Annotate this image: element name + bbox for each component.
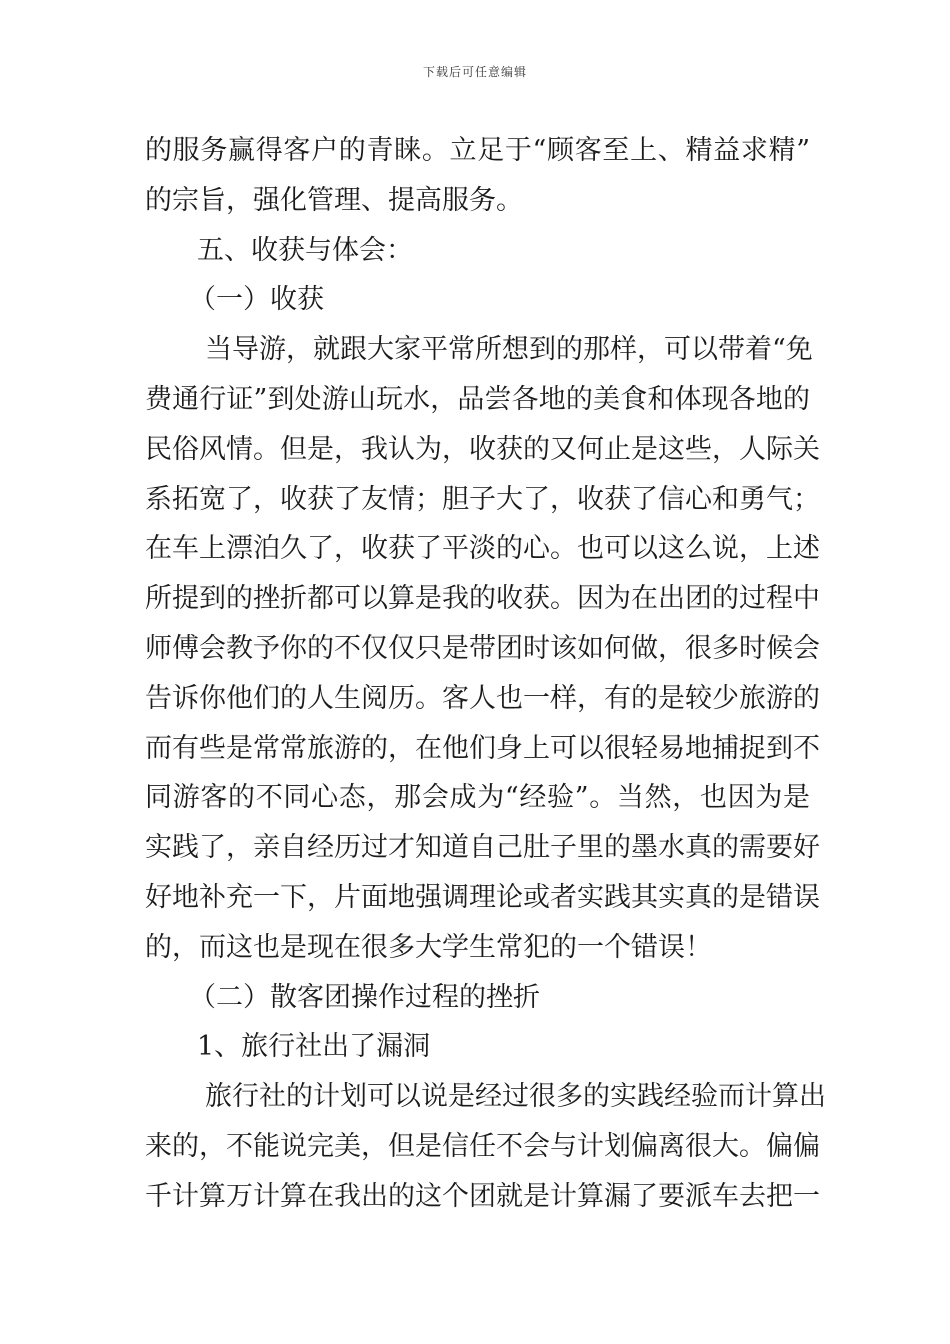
subsection-heading: （二）散客团操作过程的挫折 [189, 981, 540, 1013]
text-line: 同游客的不同心态，那会成为“经验”。当然，也因为是 [145, 782, 810, 814]
text-line: 在车上漂泊久了，收获了平淡的心。也可以这么说，上述 [145, 533, 820, 565]
text-line: 费通行证”到处游山玩水，品尝各地的美食和体现各地的 [145, 383, 810, 415]
text-line: 所提到的挫折都可以算是我的收获。因为在出团的过程中 [145, 583, 820, 615]
text-line: 系拓宽了，收获了友情；胆子大了，收获了信心和勇气； [145, 483, 820, 515]
text-line: 旅行社的计划可以说是经过很多的实践经验而计算出 [205, 1081, 826, 1113]
item-heading: 1、旅行社出了漏洞 [197, 1031, 431, 1063]
subsection-heading: （一）收获 [189, 284, 324, 316]
text-line: 实践了，亲自经历过才知道自己肚子里的墨水真的需要好 [145, 832, 820, 864]
text-line: 民俗风情。但是，我认为，收获的又何止是这些，人际关 [145, 433, 820, 465]
text-line: 的服务赢得客户的青睐。立足于“顾客至上、精益求精” [145, 135, 810, 166]
section-heading: 五、收获与体会： [197, 234, 413, 266]
text-line: 告诉你他们的人生阅历。客人也一样，有的是较少旅游的 [145, 682, 820, 714]
text-line: 当导游，就跟大家平常所想到的那样，可以带着“免 [205, 334, 813, 366]
text-line: 而有些是常常旅游的，在他们身上可以很轻易地捕捉到不 [145, 732, 820, 764]
page-header: 下载后可任意编辑 [422, 65, 527, 79]
text-line: 千计算万计算在我出的这个团就是计算漏了要派车去把一 [145, 1180, 820, 1212]
body-text [145, 126, 826, 1222]
text-line: 师傅会教予你的不仅仅只是带团时该如何做，很多时候会 [145, 632, 820, 664]
text-line: 的宗旨，强化管理、提高服务。 [145, 184, 523, 216]
text-line: 的，而这也是现在很多大学生常犯的一个错误！ [145, 931, 712, 963]
text-line: 来的，不能说完美，但是信任不会与计划偏离很大。偏偏 [145, 1130, 820, 1162]
text-line: 好地补充一下，片面地强调理论或者实践其实真的是错误 [145, 881, 820, 913]
